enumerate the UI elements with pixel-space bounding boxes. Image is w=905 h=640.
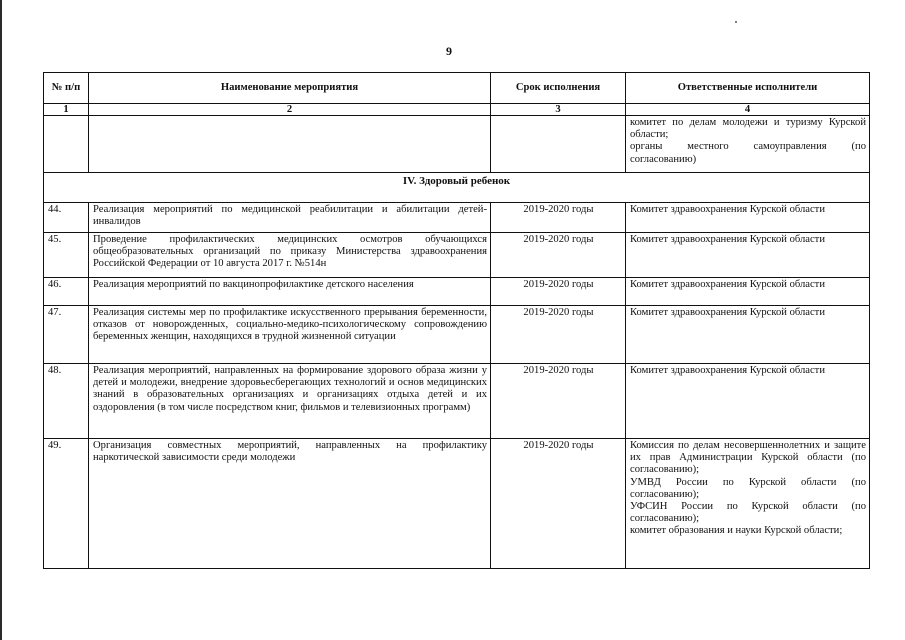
cell-num: 45. xyxy=(44,233,89,278)
column-index-3: 3 xyxy=(491,104,626,116)
table-header-row xyxy=(44,73,870,104)
scan-speck xyxy=(735,21,737,23)
header-name: Наименование мероприятия xyxy=(89,73,491,104)
responsible-line: УМВД России по Курской области (по согласованию); xyxy=(630,476,866,500)
column-index-1: 1 xyxy=(44,104,89,116)
cell-term: 2019-2020 годы xyxy=(491,278,626,306)
cell-num: 44. xyxy=(44,203,89,233)
cell-name: Реализация мероприятий, направленных на формирование здорового образа жизни у детей и молодежи, внедрение здоровьесберегающих технологий и основ медицинских знаний в образовательных организациях и организациях отдыха детей и их оздоровления (в том числе посредством книг, фильмов и телевизионных программ) xyxy=(89,364,491,439)
table-row xyxy=(44,306,870,364)
column-index-2: 2 xyxy=(89,104,491,116)
cell-term: 2019-2020 годы xyxy=(491,439,626,569)
measures-table xyxy=(43,72,870,569)
column-index-4: 4 xyxy=(626,104,870,116)
cell-responsible xyxy=(626,306,870,364)
cell-num: 48. xyxy=(44,364,89,439)
table-row xyxy=(44,203,870,233)
responsible-line: комитет образования и науки Курской области; xyxy=(630,525,843,537)
responsible-line: Комитет здравоохранения Курской области xyxy=(630,307,825,318)
cell-num: 49. xyxy=(44,439,89,569)
cell-responsible xyxy=(626,233,870,278)
header-responsible: Ответственные исполнители xyxy=(626,73,870,104)
cell-term: 2019-2020 годы xyxy=(491,233,626,278)
cell-responsible xyxy=(626,203,870,233)
cell-name: Организация совместных мероприятий, направленных на профилактику наркотической зависимости среди молодежи xyxy=(89,439,491,569)
cell-responsible xyxy=(626,116,870,173)
cell-responsible xyxy=(626,278,870,306)
header-term: Срок исполнения xyxy=(491,73,626,104)
cell-term xyxy=(491,116,626,173)
column-index-row xyxy=(44,104,870,116)
cell-term: 2019-2020 годы xyxy=(491,364,626,439)
responsible-line: УФСИН России по Курской области (по согласованию); xyxy=(630,501,866,525)
cell-num: 47. xyxy=(44,306,89,364)
responsible-line: Комиссия по делам несовершеннолетних и защите их прав Администрации Курской области (по согласованию); xyxy=(630,440,866,476)
table-row xyxy=(44,278,870,306)
responsible-line: Комитет здравоохранения Курской области xyxy=(630,234,825,245)
table-row xyxy=(44,233,870,278)
page-number: 9 xyxy=(446,44,452,58)
cell-name: Реализация мероприятий по вакцинопрофилактике детского населения xyxy=(89,278,491,306)
cell-term: 2019-2020 годы xyxy=(491,306,626,364)
header-num: № п/п xyxy=(44,73,89,104)
cell-num xyxy=(44,116,89,173)
table-row xyxy=(44,439,870,569)
table-row-continued xyxy=(44,116,870,173)
responsible-line: Комитет здравоохранения Курской области xyxy=(630,204,825,215)
responsible-line: Комитет здравоохранения Курской области xyxy=(630,279,825,290)
cell-name: Проведение профилактических медицинских осмотров обучающихся общеобразовательных организаций по приказу Министерства здравоохранения Российской Федерации от 10 августа 2017 г. №514н xyxy=(89,233,491,278)
cell-responsible xyxy=(626,364,870,439)
table-row xyxy=(44,364,870,439)
scan-edge xyxy=(0,0,2,640)
section-heading-row xyxy=(44,173,870,203)
cell-term: 2019-2020 годы xyxy=(491,203,626,233)
cell-name: Реализация мероприятий по медицинской реабилитации и абилитации детей-инвалидов xyxy=(89,203,491,233)
cell-name xyxy=(89,116,491,173)
cell-name: Реализация системы мер по профилактике искусственного прерывания беременности, отказов от новорожденных, социально-медико-психологическому сопровождению беременных женщин, находящихся в трудной жизненной ситуации xyxy=(89,306,491,364)
section-title: IV. Здоровый ребенок xyxy=(44,173,870,203)
responsible-line: комитет по делам молодежи и туризму Курской области; xyxy=(630,117,866,141)
responsible-line: органы местного самоуправления (по согласованию) xyxy=(630,141,866,165)
cell-num: 46. xyxy=(44,278,89,306)
cell-responsible xyxy=(626,439,870,569)
responsible-line: Комитет здравоохранения Курской области xyxy=(630,365,825,376)
